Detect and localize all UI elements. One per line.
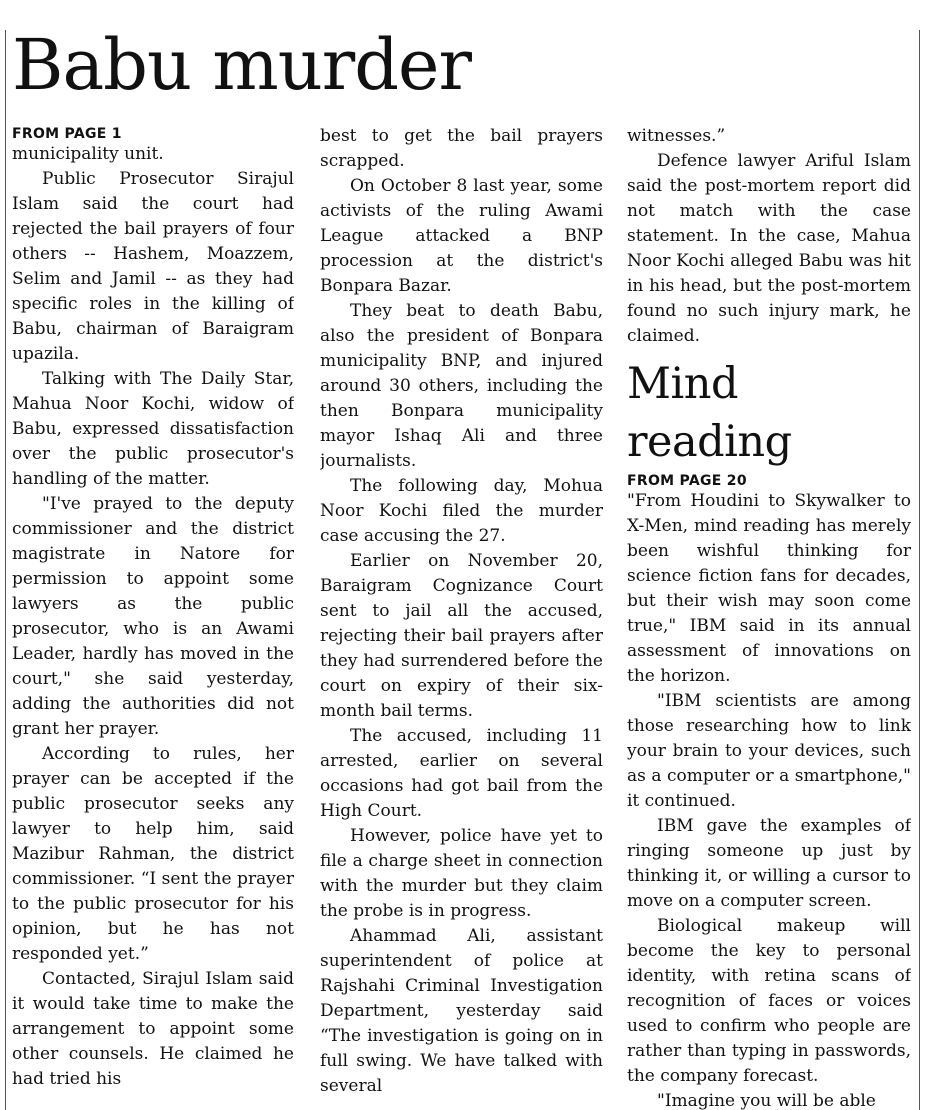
paragraph: According to rules, her prayer can be accepted if the public prosecutor seeks any lawyer to help him, said Mazibur Rahman, the district commissioner. “I sent the prayer to the public prosecutor for his opinion, but he has not responded yet.”: [12, 744, 294, 964]
paragraph: witnesses.”: [627, 126, 726, 146]
column-1: [12, 124, 294, 1110]
left-border-rule: [5, 30, 6, 1110]
paragraph: best to get the bail prayers scrapped.: [320, 126, 603, 171]
paragraph: However, police have yet to file a charge sheet in connection with the murder but they claim the probe is in progress.: [320, 826, 603, 921]
paragraph: On October 8 last year, some activists of the ruling Awami League attacked a BNP procession at the district's Bonpara Bazar.: [320, 176, 603, 296]
paragraph: municipality unit.: [12, 144, 164, 164]
paragraph: The following day, Mohua Noor Kochi filed the murder case accusing the 27.: [320, 476, 603, 546]
mind-reading-headline: Mind reading: [627, 359, 792, 467]
paragraph: Talking with The Daily Star, Mahua Noor Kochi, widow of Babu, expressed dissatisfaction over the public prosecutor's handling of the matter.: [12, 369, 294, 489]
paragraph: The accused, including 11 arrested, earlier on several occasions had got bail from the High Court.: [320, 726, 603, 821]
paragraph: "IBM scientists are among those researching how to link your brain to your devices, such as a computer or a smartphone," it continued.: [627, 691, 911, 811]
paragraph: Earlier on November 20, Baraigram Cognizance Court sent to jail all the accused, rejecting their bail prayers after they had surrendered before the court on expiry of their six-month bail terms.: [320, 551, 603, 721]
paragraph: Contacted, Sirajul Islam said it would take time to make the arrangement to appoint some other counsels. He claimed he had tried his: [12, 969, 294, 1089]
paragraph: Defence lawyer Ariful Islam said the post-mortem report did not match with the case statement. In the case, Mahua Noor Kochi alleged Babu was hit in his head, but the post-mortem found no such injury mark, he claimed.: [627, 151, 911, 346]
babu-murder-headline: Babu murder: [12, 24, 471, 106]
paragraph: Public Prosecutor Sirajul Islam said the court had rejected the bail prayers of four others -- Hashem, Moazzem, Selim and Jamil -- as they had specific roles in the killing of Babu, chairman of Baraigram upazila.: [12, 169, 294, 364]
paragraph: "Imagine you will be able: [657, 1091, 876, 1110]
mind-reading-kicker: FROM PAGE 20: [627, 473, 747, 489]
paragraph: They beat to death Babu, also the president of Bonpara municipality BNP, and injured around 30 others, including the then Bonpara municipality mayor Ishaq Ali and three journalists.: [320, 301, 603, 471]
paragraph: Ahammad Ali, assistant superintendent of police at Rajshahi Criminal Investigation Department, yesterday said “The investigation is going on in full swing. We have talked with several: [320, 926, 603, 1096]
paragraph: "From Houdini to Skywalker to X-Men, mind reading has merely been wishful thinking for science fiction fans for decades, but their wish may soon come true," IBM said in its annual assessment of innovations on the horizon.: [627, 491, 911, 686]
column-3: [627, 124, 911, 1110]
paragraph: Biological makeup will become the key to personal identity, with retina scans of recognition of faces or voices used to confirm who people are rather than typing in passwords, the company forecast.: [627, 916, 911, 1086]
babu-murder-kicker: FROM PAGE 1: [12, 126, 122, 142]
right-border-rule: [919, 30, 920, 1110]
column-2: [320, 124, 603, 1110]
paragraph: IBM gave the examples of ringing someone up just by thinking it, or willing a cursor to move on a computer screen.: [627, 816, 911, 911]
paragraph: "I've prayed to the deputy commissioner and the district magistrate in Natore for permission to appoint some lawyers as the public prosecutor, who is an Awami Leader, hardly has moved in the court," she said yesterday, adding the authorities did not grant her prayer.: [12, 494, 294, 739]
